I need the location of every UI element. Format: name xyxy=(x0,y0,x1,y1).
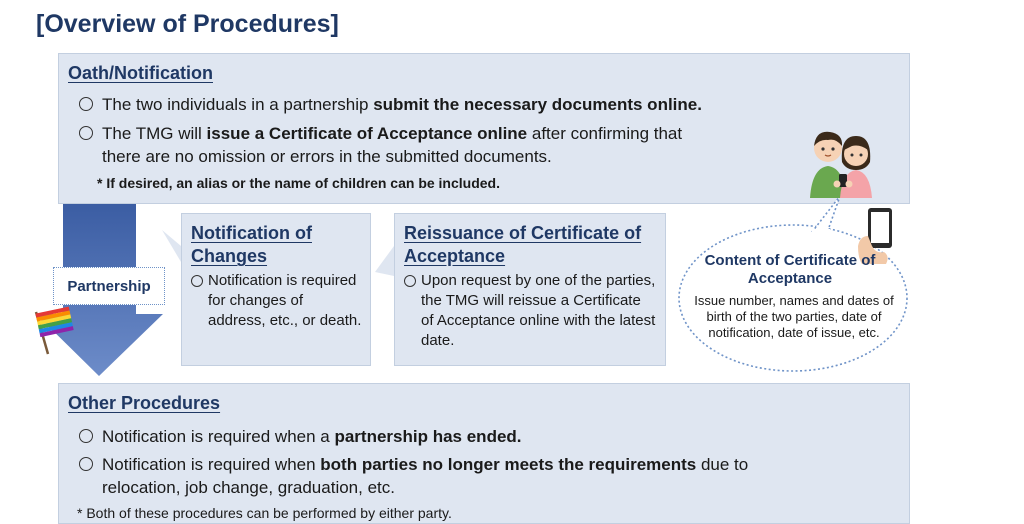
oath-note: * If desired, an alias or the name of children can be included. xyxy=(97,175,500,191)
circle-bullet-icon xyxy=(79,457,93,471)
oath-bullet-2: The TMG will issue a Certificate of Acceptance online after confirming that there are no omission or errors in the submitted documents. xyxy=(79,122,682,168)
reissue-heading: Reissuance of Certificate of Acceptance xyxy=(404,223,642,266)
page-title: [Overview of Procedures] xyxy=(36,10,339,38)
certificate-content-text: Issue number, names and dates of birth of the two parties, date of notification, date of issue, etc. xyxy=(694,293,894,340)
oath-bullet-1: The two individuals in a partnership submit the necessary documents online. xyxy=(79,93,702,116)
other-heading: Other Procedures xyxy=(68,393,221,413)
partnership-label: Partnership xyxy=(53,267,165,305)
other-note: * Both of these procedures can be performed by either party. xyxy=(77,505,452,521)
reissue-text: Upon request by one of the parties, the TMG will reissue a Certificate of Acceptance online with the latest date. xyxy=(421,272,656,349)
circle-bullet-icon xyxy=(79,429,93,443)
changes-heading: Notification of Changes xyxy=(191,223,312,266)
changes-text: Notification is required for changes of address, etc., or death. xyxy=(208,272,362,329)
other-bullet-1: Notification is required when a partnership has ended. xyxy=(79,425,522,448)
other-procedures-panel xyxy=(58,383,910,524)
certificate-content-title: Content of Certificate of Acceptance xyxy=(704,252,876,287)
other-bullet-2: Notification is required when both parties no longer meets the requirements due to relocation, job change, graduation, etc. xyxy=(79,453,748,499)
oath-heading: Oath/Notification xyxy=(68,63,213,83)
couple-illustration xyxy=(806,124,880,200)
